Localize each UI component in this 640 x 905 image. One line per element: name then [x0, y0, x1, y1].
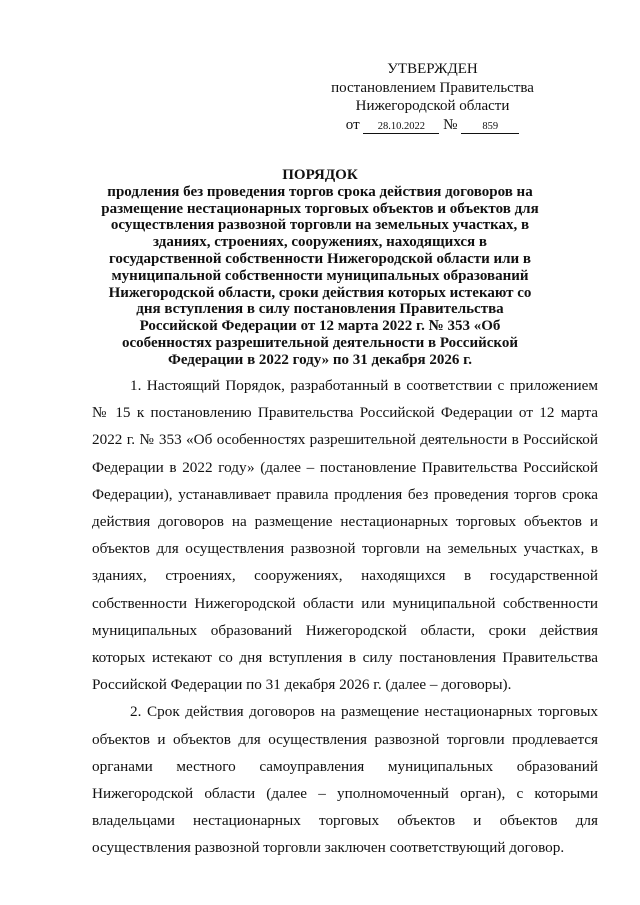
approval-date-line: [320, 116, 545, 135]
document-heading: ПОРЯДОК: [282, 167, 358, 183]
approval-line-1: постановлением Правительства: [331, 79, 534, 96]
document-subtitle: продления без проведения торгов срока действия договоров на размещение нестационарных торговых объектов и объектов для осуществления развозной торговли на земельных участках, в зданиях, строениях, сооружениях, находящихся в государственной собственности Нижегородской области или в муниципальной собственности муниципальных образований Нижегородской области, сроки действия которых истекают со дня вступления в силу постановления Правительства Российской Федерации от 12 марта 2022 г. № 353 «Об особенностях разрешительной деятельности в Российской Федерации в 2022 году» по 31 декабря 2026 г.: [101, 183, 539, 368]
paragraph-2: 2. Срок действия договоров на размещение нестационарных торговых объектов и объектов для осуществления развозной торговли продлевается органами местного самоуправления муниципальных образований Нижегородской области (далее – уполномоченный орган), с которыми владельцами нестационарных торговых объектов и объектов для осуществления развозной торговли заключен соответствующий договор.: [92, 703, 598, 857]
approval-number: 859: [461, 121, 519, 134]
approval-date: 28.10.2022: [363, 121, 439, 134]
date-prefix: от: [345, 116, 360, 133]
document-title-block: [100, 167, 540, 369]
document-body: [92, 372, 598, 862]
approval-line-2: Нижегородской области: [355, 98, 510, 114]
number-sign: №: [443, 116, 458, 133]
paragraph-1: 1. Настоящий Порядок, разработанный в соответствии с приложением № 15 к постановлению Правительства Российской Федерации от 12 марта 2022 г. № 353 «Об особенностях разрешительной деятельности в Российской Федерации в 2022 году» (далее – постановление Правительства Российской Федерации), устанавливает правила продления без проведения торгов срока действия договоров на размещение нестационарных торговых объектов и объектов для осуществления развозной торговли на земельных участках, в зданиях, строениях, сооружениях, находящихся в государственной собственности Нижегородской области или муниципальной собственности муниципальных образований Нижегородской области, сроки действия которых истекают со дня вступления в силу постановления Правительства Российской Федерации по 31 декабря 2026 г. (далее – договоры).: [92, 377, 598, 694]
approval-stamp: [320, 60, 545, 134]
approval-title: УТВЕРЖДЕН: [387, 61, 478, 77]
